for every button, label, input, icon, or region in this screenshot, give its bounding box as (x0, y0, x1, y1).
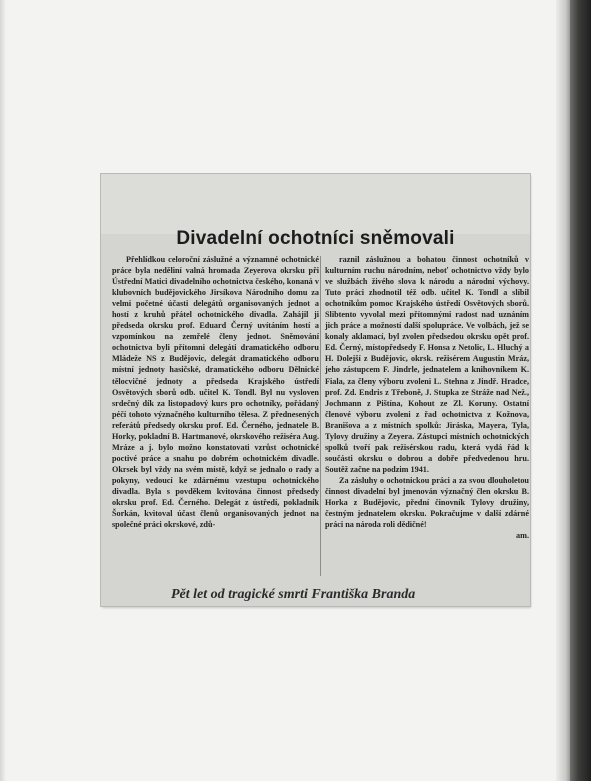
column-divider (320, 256, 321, 576)
page-binding-shadow (570, 0, 591, 781)
next-article-headline: Pět let od tragické smrti Františka Branda (171, 587, 416, 602)
right-paragraph-1: raznil záslužnou a bohatou činnost ochotníků v kulturním ruchu národním, neboť ochotnictvo vždy bylo ve službách živého slova k národu a národní výchovy. Tuto práci zhodnotil též odb. učitel K. Tondl a slíbil ochotníkům pomoc Krajského ústředí Osvětových sborů. Slibtento vyvolal mezi přítomnými radost nad uznáním jich práce a možností další spolupráce. Ve volbách, jež se konaly aklamací, byl zvolen předsedou okrsku opět prof. Ed. Černý, místopředsedy F. Honsa z Netolic, L. Hluchý a H. Dolejší z Budějovic, okrsk. režisérem Augustin Mráz, jeho zástupcem F. Jindrle, jednatelem a knihovníkem K. Fiala, za členy výboru zvoleni L. Stehna z Jindř. Hradce, prof. Zd. Endris z Třeboně, J. Stupka ze Stráže nad Než., Jochmann z Pištína, Kohout ze Zl. Koruny. Ostatní členové výboru zvoleni z řad ochotnictva z Kožnova, Branišova a z místních spolků: Jiráska, Mayera, Tyla, Tylovy družiny a Zeyera. Zástupci místních ochotnických spolků tvoří pak režisérskou radu, která vydá řád k součásti okrsku o dobrou a dobře předvedenou hru. Soutěž začne na podzim 1941. (325, 255, 529, 474)
article-right-column (325, 254, 529, 541)
clipping-blank-top (101, 174, 530, 234)
right-paragraph-2: Za zásluhy o ochotnickou práci a za svou dlouholetou činnost divadelní byl jmenován význačný člen okrsku B. Horka z Budějovic, přední činovník Tylovy družiny, čestným jednatelem okrsku. Pokračujme v další zdárné práci na národa roli dědičné! (325, 475, 529, 530)
page-left-edge (0, 0, 6, 781)
article-left-column (112, 254, 319, 530)
left-paragraph-1: Přehlídkou celoroční záslužné a významné ochotnické práce byla neděliní valná hromada Zeyerova okrsku při Ústřední Matici divadelního ochotnictva českého, konaná v klubovních budějovického Jirsíkova Národního domu za velmi početné účasti delegátů organisovaných jednot a hostí z kruhů přátel ochotnického divadla. Zahájil ji předseda okrsku prof. Eduard Černý uvítáním hostí a vzpomínkou na zemřelé členy jednot. Sněmování ochotnictva byli přítomni delegáti dramatického odboru Mládeže NS z Budějovic, delegát dramatického odboru místní jednoty hasičské, dramatického odboru Dělnické tělocvičné jednoty a předseda Krajského ústředí Osvětových sborů odb. učitel K. Tondl. Byl nu vysloven srdečný dík za listopadový kurs pro ochotníky, pořádaný péčí tohoto význačného kulturního tělesa. Z přednesených referátů předsedy okrsku prof. Ed. Černého, jednatele B. Horky, pokladní B. Hartmanové, okrskového režiséra Aug. Mráze a j. bylo možno konstatovati vzrůst ochotnické poctivé práce a snahu po dobrém ochotnickém divadle. Okrsek byl vždy na svém místě, když se jednalo o rady a pokyny, vedoucí ke zdárnému vzestupu ochotnického divadla. Byla s povděkem kvitována činnost předsedy okrsku prof. Ed. Černého. Delegát z ústředí, pokladník Šorkán, kvitoval účast členů organisovaných jednot na společné práci okrskové, zdů- (112, 255, 319, 530)
article-headline: Divadelní ochotníci sněmovali (176, 228, 455, 249)
newspaper-clipping (101, 174, 530, 606)
article-signature: am. (516, 531, 529, 541)
page-fold (556, 0, 570, 781)
